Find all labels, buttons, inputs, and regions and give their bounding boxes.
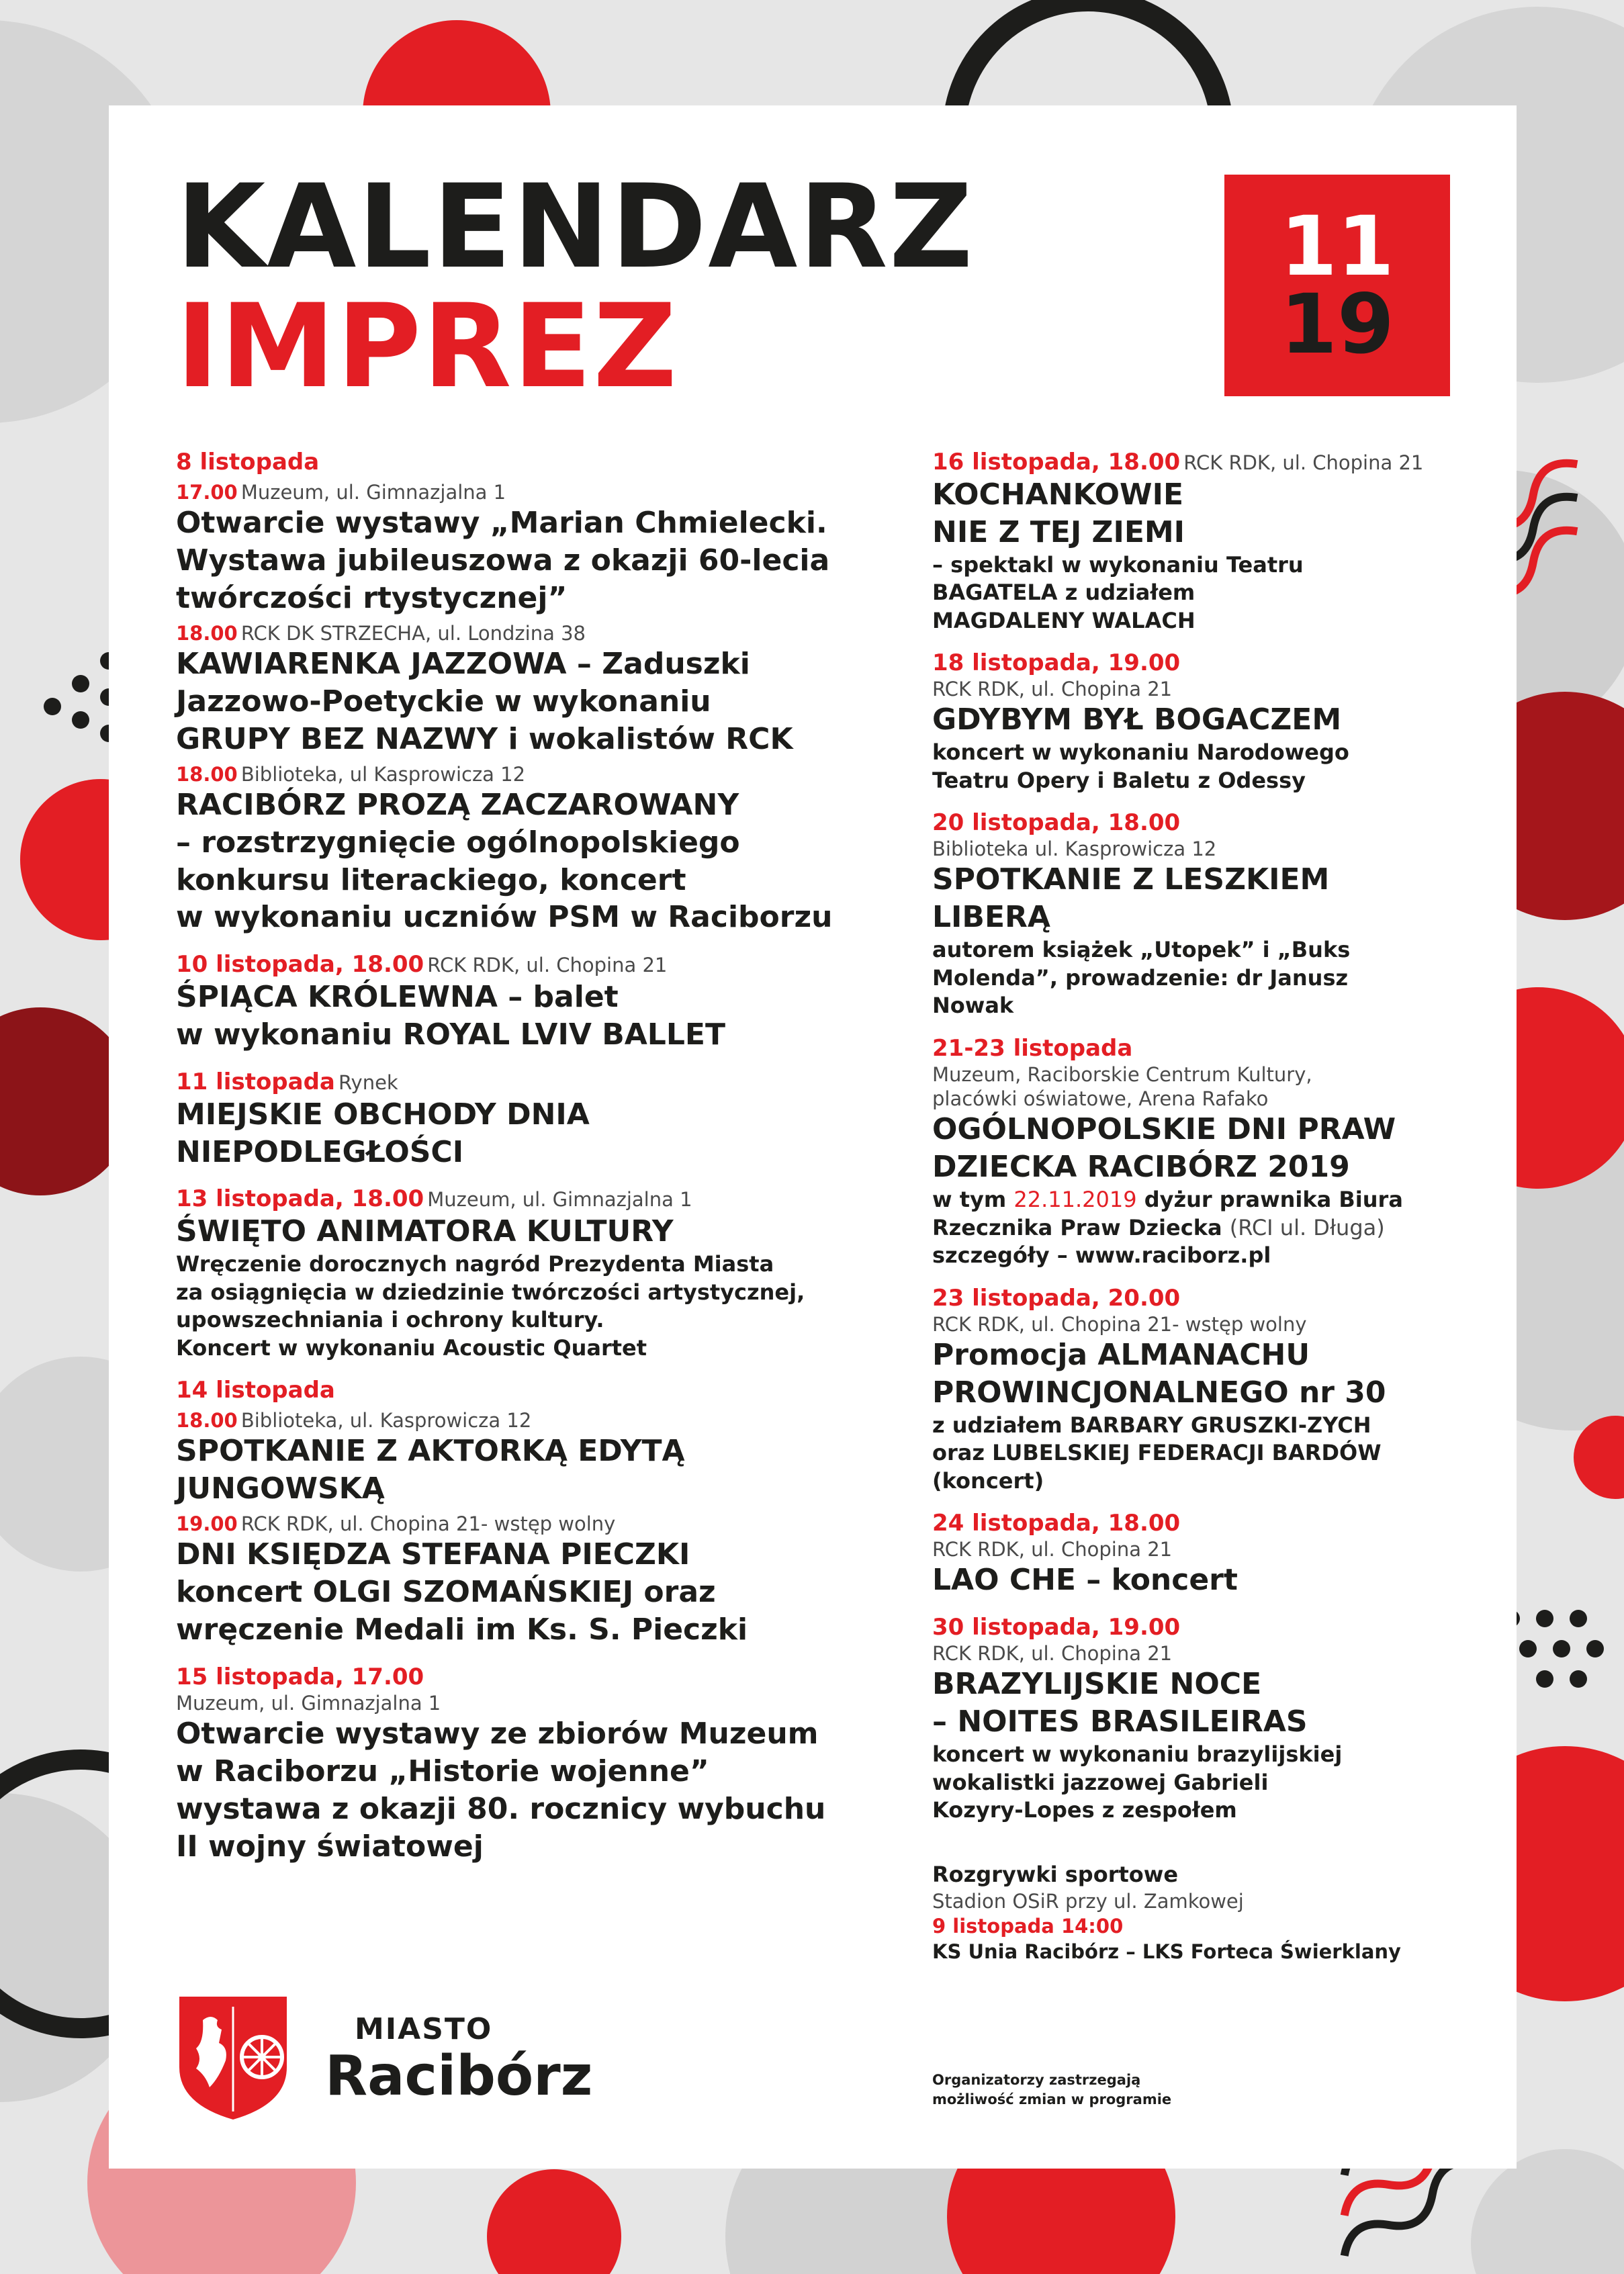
- disclaimer-note: Organizatorzy zastrzegają możliwość zmian w programie: [932, 2072, 1172, 2108]
- event-item: [176, 1408, 915, 1508]
- event-day: [176, 449, 915, 936]
- rights-link[interactable]: szczegóły – www.raciborz.pl: [932, 1242, 1271, 1269]
- event-date: 8 listopada: [176, 449, 320, 475]
- event-title: KOCHANKOWIE NIE Z TEJ ZIEMI: [932, 477, 1185, 549]
- event-location: Muzeum, ul. Gimnazjalna 1: [176, 1691, 441, 1715]
- event-day: [176, 1377, 915, 1649]
- event-title: ŚWIĘTO ANIMATORA KULTURY: [176, 1214, 674, 1249]
- event-location: Biblioteka, ul. Kasprowicza 12: [240, 1409, 532, 1432]
- event-description: [932, 1186, 1483, 1270]
- event-day: [932, 449, 1483, 635]
- event-location: RCK RDK, ul. Chopina 21: [932, 678, 1173, 701]
- event-description: koncert w wykonaniu Narodowego Teatru Opery i Baletu z Odessy: [932, 739, 1349, 793]
- event-date: 21-23 listopada: [932, 1035, 1133, 1062]
- event-item: [176, 621, 915, 758]
- event-location: RCK RDK, ul. Chopina 21: [932, 1538, 1173, 1561]
- poster-title-line2: IMPREZ: [176, 279, 678, 414]
- month-number: 11: [1280, 199, 1394, 294]
- event-title: ŚPIĄCA KRÓLEWNA – balet w wykonaniu ROYAL LVIV BALLET: [176, 980, 725, 1052]
- poster-title-line1: KALENDARZ: [176, 159, 975, 294]
- year-number: 19: [1280, 277, 1394, 372]
- event-item: [176, 1512, 915, 1649]
- event-date: 30 listopada, 19.00: [932, 1614, 1181, 1641]
- event-title: RACIBÓRZ PROZĄ ZACZAROWANY – rozstrzygnięcie ogólnopolskiego konkursu literackiego, koncert w wykonaniu uczniów PSM w Raciborzu: [176, 787, 833, 935]
- event-location: RCK DK STRZECHA, ul. Londzina 38: [240, 621, 586, 645]
- event-description: Wręczenie dorocznych nagród Prezydenta Miasta za osiągnięcia w dziedzinie twórczości artystycznej, upowszechniania i ochrony kultury. Koncert w wykonaniu Acoustic Quartet: [176, 1251, 805, 1361]
- event-location: RCK RDK, ul. Chopina 21: [932, 1642, 1173, 1666]
- event-day: [176, 1664, 915, 1866]
- event-location: Muzeum, ul. Gimnazjalna 1: [240, 480, 506, 504]
- event-location: Rynek: [338, 1071, 398, 1094]
- event-date: 20 listopada, 18.00: [932, 809, 1181, 837]
- event-date: 14 listopada: [176, 1377, 335, 1404]
- event-location: Muzeum, Raciborskie Centrum Kultury, placówki oświatowe, Arena Rafako: [932, 1062, 1312, 1111]
- sports-location: Stadion OSiR przy ul. Zamkowej: [932, 1889, 1244, 1913]
- event-location: RCK RDK, ul. Chopina 21: [1183, 451, 1424, 474]
- events-left-column: [176, 449, 915, 1880]
- event-date: 18 listopada, 19.00: [932, 649, 1181, 677]
- event-time: 18.00: [176, 1409, 238, 1432]
- event-day: [932, 1035, 1483, 1270]
- events-right-column: [932, 449, 1483, 1965]
- event-day: [932, 1285, 1483, 1496]
- event-date: 13 listopada, 18.00: [176, 1185, 424, 1213]
- event-day: [932, 809, 1483, 1020]
- sports-section: [932, 1861, 1483, 1965]
- event-title: OGÓLNOPOLSKIE DNI PRAW DZIECKA RACIBÓRZ 2019: [932, 1112, 1396, 1185]
- event-date: 10 listopada, 18.00: [176, 951, 424, 979]
- rights-prefix: w tym: [932, 1187, 1014, 1213]
- event-date: 23 listopada, 20.00: [932, 1284, 1181, 1312]
- month-year-badge: [1224, 175, 1450, 396]
- event-date: 24 listopada, 18.00: [932, 1510, 1181, 1537]
- event-time: 19.00: [176, 1512, 238, 1536]
- rights-date: 22.11.2019: [1013, 1187, 1137, 1213]
- event-title: LAO CHE – koncert: [932, 1563, 1238, 1598]
- event-title: KAWIARENKA JAZZOWA – Zaduszki Jazzowo-Poetyckie w wykonaniu GRUPY BEZ NAZWY i wokalistów RCK: [176, 646, 793, 756]
- event-title: DNI KSIĘDZA STEFANA PIECZKI koncert OLGI SZOMAŃSKIEJ oraz wręczenie Medali im Ks. S. Pieczki: [176, 1537, 748, 1647]
- event-day: [176, 951, 915, 1054]
- event-day: [176, 1185, 915, 1362]
- event-title: Otwarcie wystawy ze zbiorów Muzeum w Raciborzu „Historie wojenne” wystawa z okazji 80. rocznicy wybuchu II wojny światowej: [176, 1717, 826, 1864]
- rights-middle: dyżur prawnika Biura Rzecznika Praw Dziecka: [932, 1187, 1403, 1240]
- event-day: [176, 1068, 915, 1171]
- city-label-small: MIASTO: [355, 2012, 493, 2046]
- event-location: RCK RDK, ul. Chopina 21: [427, 954, 668, 977]
- event-location: Biblioteka ul. Kasprowicza 12: [932, 837, 1217, 861]
- event-title: BRAZYLIJSKIE NOCE – NOITES BRASILEIRAS: [932, 1667, 1308, 1739]
- sports-heading: Rozgrywki sportowe: [932, 1861, 1179, 1887]
- event-day: [932, 1510, 1483, 1599]
- sports-date: 9 listopada 14:00: [932, 1915, 1124, 1938]
- event-day: [932, 1614, 1483, 1825]
- event-item: [176, 480, 915, 617]
- event-location: Muzeum, ul. Gimnazjalna 1: [427, 1188, 692, 1212]
- sports-match: KS Unia Racibórz – LKS Forteca Świerklany: [932, 1940, 1401, 1963]
- event-title: GDYBYM BYŁ BOGACZEM: [932, 702, 1342, 737]
- event-item: [176, 762, 915, 937]
- event-location: RCK RDK, ul. Chopina 21- wstęp wolny: [932, 1312, 1307, 1336]
- event-title: Otwarcie wystawy „Marian Chmielecki. Wystawa jubileuszowa z okazji 60-lecia twórczości rtystycznej”: [176, 506, 830, 615]
- event-title: SPOTKANIE Z AKTORKĄ EDYTĄ JUNGOWSKĄ: [176, 1434, 685, 1506]
- rights-place: (RCI ul. Długa): [1229, 1214, 1385, 1240]
- event-description: – spektakl w wykonaniu Teatru BAGATELA z udziałem MAGDALENY WALACH: [932, 551, 1304, 633]
- event-time: 17.00: [176, 480, 238, 504]
- event-title: Promocja ALMANACHU PROWINCJONALNEGO nr 30: [932, 1337, 1386, 1410]
- event-date: 11 listopada: [176, 1068, 335, 1095]
- event-date: 15 listopada, 17.00: [176, 1664, 424, 1691]
- event-day: [932, 649, 1483, 794]
- event-date: 16 listopada, 18.00: [932, 449, 1181, 475]
- event-location: RCK RDK, ul. Chopina 21- wstęp wolny: [240, 1512, 616, 1536]
- event-time: 18.00: [176, 621, 238, 645]
- event-title: SPOTKANIE Z LESZKIEM LIBERĄ: [932, 862, 1330, 935]
- event-time: 18.00: [176, 762, 238, 786]
- event-location: Biblioteka, ul Kasprowicza 12: [240, 762, 526, 786]
- event-description: autorem książek „Utopek” i „Buks Molenda”, prowadzenie: dr Janusz Nowak: [932, 937, 1351, 1019]
- event-description: koncert w wykonaniu brazylijskiej wokalistki jazzowej Gabrieli Kozyry-Lopes z zespołem: [932, 1741, 1343, 1823]
- event-description: z udziałem BARBARY GRUSZKI-ZYCH oraz LUBELSKIEJ FEDERACJI BARDÓW (koncert): [932, 1412, 1382, 1494]
- coat-of-arms-icon: [176, 1993, 290, 2121]
- city-label-big: Racibórz: [325, 2044, 593, 2108]
- event-title: MIEJSKIE OBCHODY DNIA NIEPODLEGŁOŚCI: [176, 1097, 590, 1169]
